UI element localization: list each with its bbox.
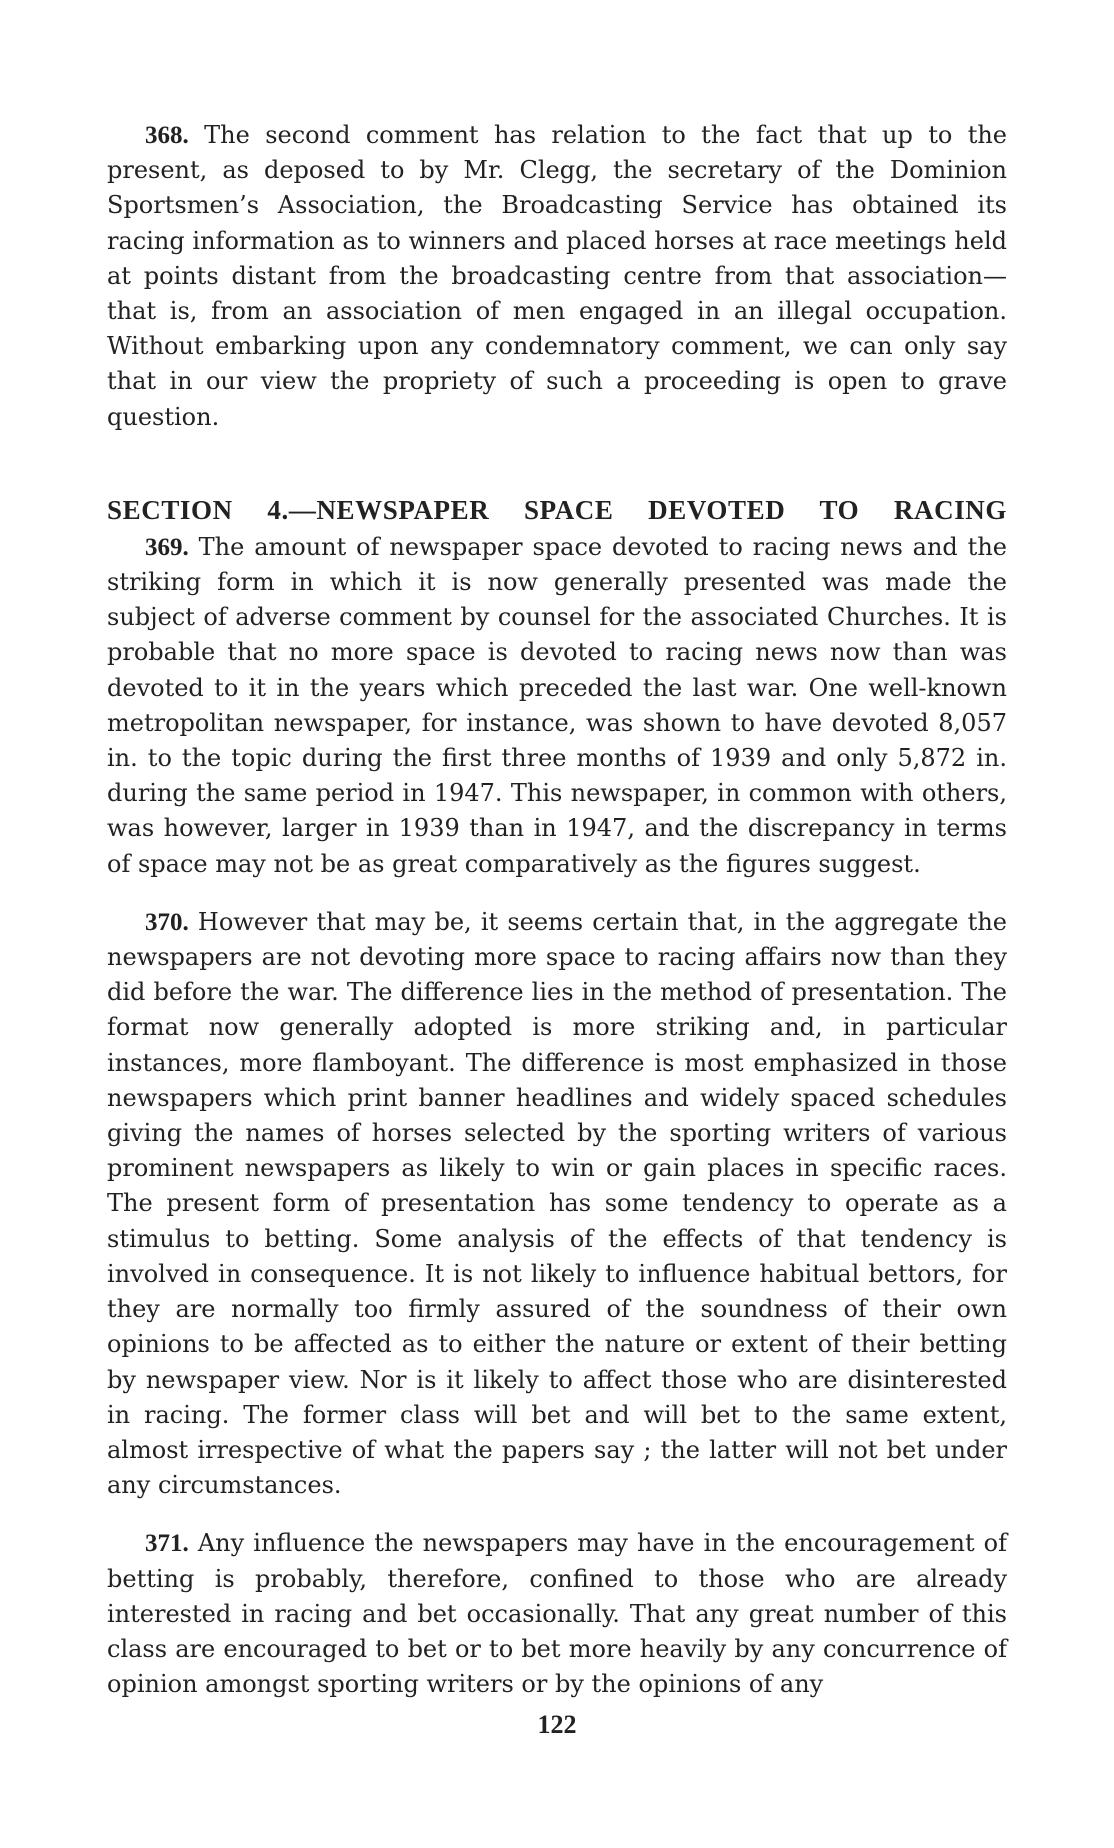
paragraph-369	[107, 530, 1007, 882]
paragraph-number: 368.	[145, 122, 189, 149]
page-body	[107, 118, 1007, 1702]
paragraph-number: 369.	[145, 533, 189, 561]
paragraph-gap	[107, 882, 1007, 905]
paragraph-number: 370.	[145, 908, 189, 936]
paragraph-text: Any influence the newspapers may have in the encouragement of betting is probably, therefore, confined to those who are already interested in racing and bet occasionally. That any great number of this class are encouraged to bet or to bet more heavily by any concurrence of opinion amongst sporting writers or by the opinions of any	[107, 1529, 1007, 1699]
paragraph-368	[107, 118, 1007, 435]
paragraph-gap	[107, 1503, 1007, 1526]
page-number: 122	[537, 1710, 577, 1739]
paragraph-text: However that may be, it seems certain that, in the aggregate the newspapers are not devoting more space to racing affairs now than they did before the war. The difference lies in the method of presentation. The format now generally adopted is more striking and, in particular instances, more flamboyant. The difference is most emphasized in those newspapers which print banner headlines and widely spaced schedules giving the names of horses selected by the sporting writers of various prominent newspapers as likely to win or gain places in specific races. The present form of presentation has some tendency to operate as a stimulus to betting. Some analysis of the effects of that tendency is involved in consequence. It is not likely to influence habitual bettors, for they are normally too firmly assured of the soundness of their own opinions to be affected as to either the nature or extent of their betting by newspaper view. Nor is it likely to affect those who are disinterested in racing. The former class will bet and will bet to the same extent, almost irrespective of what the papers say ; the latter will not bet under any circumstances.	[107, 907, 1007, 1500]
paragraph-text: The amount of newspaper space devoted to racing news and the striking form in which it is now generally presented was made the subject of adverse comment by counsel for the associated Churches. It is probable that no more space is devoted to racing news now than was devoted to it in the years which preceded the last war. One well-known metropolitan newspaper, for instance, was shown to have devoted 8,057 in. to the topic during the first three months of 1939 and only 5,872 in. during the same period in 1947. This newspaper, in common with others, was however, larger in 1939 than in 1947, and the discrepancy in terms of space may not be as great comparatively as the figures suggest.	[107, 532, 1007, 878]
paragraph-number: 371.	[145, 1530, 189, 1558]
paragraph-text: The second comment has relation to the fact that up to the present, as deposed to by Mr. Clegg, the secretary of the Dominion Sportsmen’s Association, the Broadcasting Service has obtained its racing information as to winners and placed horses at race meetings held at points distant from the broadcasting centre from that association—that is, from an association of men engaged in an illegal occupation. Without embarking upon any condemnatory comment, we can only say that in our view the propriety of such a proceeding is open to grave question.	[107, 121, 1007, 431]
paragraph-371	[107, 1526, 1007, 1702]
paragraph-370	[107, 905, 1007, 1503]
section-heading: SECTION 4.—NEWSPAPER SPACE DEVOTED TO RACING	[107, 494, 1007, 525]
